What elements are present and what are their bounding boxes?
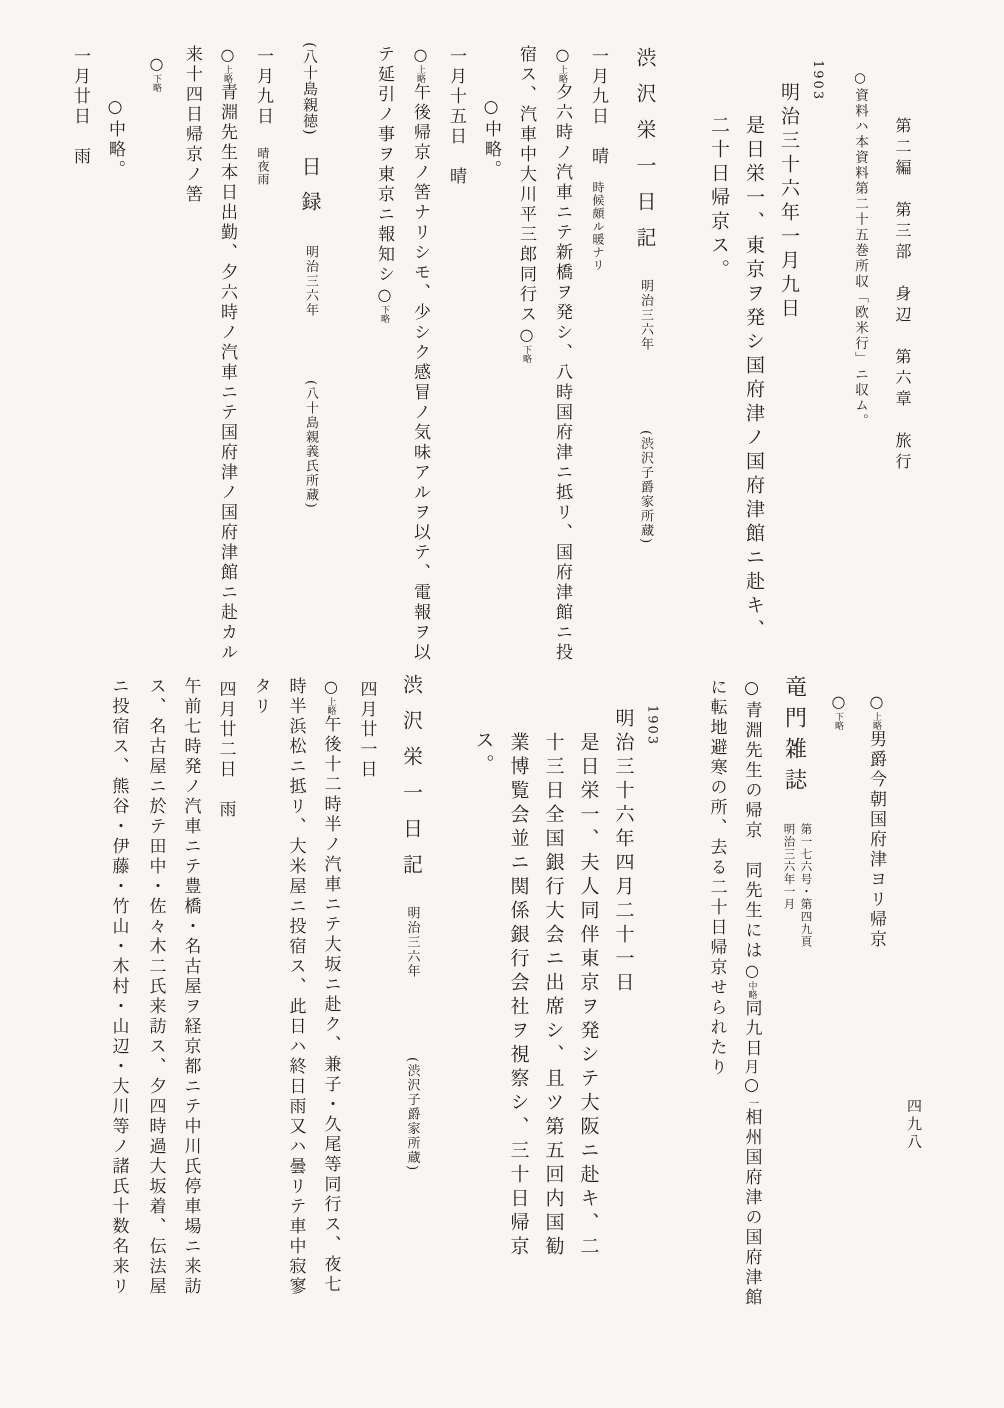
entry-line-text: 午後十二時半ノ汽車ニテ大坂ニ赴ク、兼子・久尾等同行ス、夜七 — [320, 715, 341, 1295]
source-title-shibusawa-diary — [627, 42, 663, 672]
omission-mark-joryaku — [321, 677, 341, 715]
kobun-summary-line-2 — [536, 662, 571, 1342]
diary-entry-line — [313, 662, 349, 1342]
kobun-date-text: 明治三十六年一月九日 — [778, 82, 800, 322]
diary-entry-line — [138, 662, 173, 1342]
mark-label: 上略 — [222, 65, 232, 83]
entry-date-text: 一月九日 — [253, 47, 273, 147]
mark-label: 上略 — [325, 697, 336, 715]
source-volume-note — [843, 42, 877, 672]
source-title-text: 竜門雑誌 — [781, 675, 807, 799]
chuuryaku-text: ○中略。 — [481, 97, 501, 180]
kobun-summary-text: 二十日帰京ス。 — [708, 115, 730, 283]
year-note: 明治三六年一月 — [782, 823, 797, 911]
mark-label: 下略 — [379, 305, 389, 323]
circle-glyph: ○ — [411, 45, 430, 65]
mark-label: 上略 — [415, 65, 425, 83]
omission-mark-geryaku — [516, 325, 536, 363]
diary-entry-line — [544, 42, 580, 672]
citation-note-columns — [780, 823, 816, 948]
circle-glyph: ○ — [375, 285, 394, 305]
mark-label: 上略 — [557, 65, 567, 83]
diary-entry-date — [245, 42, 280, 672]
entry-date-text: 四月廿一日 — [356, 680, 377, 780]
source-year-note: 明治三六年 — [303, 244, 318, 318]
diary-entry-line — [858, 662, 894, 1342]
kobun-date-text: 明治三十六年四月二十一日 — [612, 708, 635, 996]
kobun-summary-line-4 — [466, 662, 501, 1342]
diary-entry-line — [209, 42, 245, 672]
article-text: に転地避寒の所、去る二十日帰京せられたり — [706, 678, 727, 1078]
mark-label: 上略 — [871, 712, 881, 730]
warichu-one: 一 — [746, 1098, 758, 1108]
omission-mark-joryaku — [410, 45, 430, 83]
mark-label: 下略 — [151, 74, 161, 92]
circle-glyph: ○ — [553, 45, 572, 65]
entry-date-text: 一月九日 晴 — [588, 47, 608, 167]
kobun-summary-text: 業博覧会並ニ関係銀行会社ヲ視察シ、三十日帰京 — [507, 732, 530, 1260]
ryumon-article-line — [734, 662, 770, 1342]
source-title-ryumon-zasshi — [774, 662, 817, 1342]
warichu-month: 月 — [742, 1059, 761, 1075]
chuuryaku-line — [97, 42, 132, 672]
entry-line-text: 午前七時発ノ汽車ニテ豊橋・名古屋ヲ経京都ニテ中川氏停車場ニ来訪 — [180, 677, 201, 1297]
kobun-date-heading-apr — [606, 662, 641, 1342]
page-number-text: 四九八 — [905, 1098, 923, 1152]
running-head-text: 第二編 第三部 身辺 第六章 旅行 — [893, 117, 912, 474]
diary-entry-line — [366, 42, 402, 672]
kobun-summary-text: 十三日全国銀行大会ニ出席シ、且ツ第五回内国勧 — [542, 732, 565, 1260]
entry-line-text: 午後帰京ノ筈ナリシモ、少シク感冒ノ気味アルヲ以テ、電報ヲ以 — [410, 83, 430, 663]
source-owner-note: (渋沢子爵家所蔵) — [638, 430, 653, 545]
entry-line-text: ニ投宿ス、熊谷・伊藤・竹山・木村・山辺・大川等ノ諸氏十数名来リ — [108, 677, 129, 1297]
diary-entry-date — [62, 42, 97, 672]
running-head — [885, 42, 920, 672]
entry-line-text: タリ — [250, 677, 271, 717]
omission-mark-geryaku — [146, 54, 166, 92]
source-year-note: 明治三六年 — [404, 906, 420, 979]
year-label-1903-bottom — [641, 662, 663, 1342]
kobun-summary-line-1 — [571, 662, 606, 1342]
omission-mark-geryaku — [374, 285, 394, 323]
diary-entry-line — [402, 42, 438, 672]
source-title-yasojima-nichiroku — [292, 42, 328, 672]
entry-line-text: 青淵先生本日出勤、夕六時ノ汽車ニテ国府津ノ国府津館ニ赴カル — [217, 83, 237, 663]
entry-line-text: ス、名古屋ニ於テ田中・佐々木二氏来訪ス、夕四時過大坂着、伝法屋 — [145, 677, 166, 1297]
geryaku-line — [138, 42, 174, 672]
entry-weather-note: 時候頗ル暖ナリ — [591, 181, 605, 273]
entry-line-text: 夕六時ノ汽車ニテ新橋ヲ発シ、八時国府津ニ抵リ、国府津館ニ投 — [552, 83, 572, 663]
omission-mark-joryaku — [866, 692, 886, 730]
geryaku-line — [820, 662, 856, 1342]
circle-glyph: ○ — [867, 692, 886, 712]
kobun-summary-text: ス。 — [472, 730, 495, 778]
page-number — [904, 1098, 925, 1152]
kobun-summary-line-2 — [701, 42, 736, 672]
omission-mark-chuuryaku — [742, 961, 762, 999]
source-title-shibusawa-diary — [394, 662, 430, 1342]
diary-entry-date — [438, 42, 473, 672]
kobun-summary-line-1 — [736, 42, 771, 672]
diary-entry-line — [101, 662, 136, 1342]
source-title-text: 渋沢栄一日記 — [399, 674, 424, 890]
entry-weather-note: 晴夜雨 — [256, 147, 270, 186]
omission-mark-geryaku — [828, 692, 848, 730]
article-text: 同九日 — [741, 999, 762, 1059]
entry-date-text: 一月十五日 晴 — [446, 47, 466, 187]
diary-entry-line — [508, 42, 544, 672]
diary-entry-date — [208, 662, 243, 1342]
top-section — [60, 42, 920, 672]
source-citation-note — [780, 823, 816, 948]
year-text: 1903 — [644, 705, 660, 747]
bottom-section — [54, 662, 894, 1342]
entry-date-text: 一月廿日 雨 — [70, 47, 90, 167]
circle-glyph: ○ — [517, 325, 536, 345]
article-text: ○青淵先生の帰京 同先生には — [741, 678, 762, 961]
circle-glyph: ○ — [829, 692, 848, 712]
kobun-summary-line-3 — [501, 662, 536, 1342]
diary-entry-date — [349, 662, 384, 1342]
year-text: 1903 — [810, 60, 825, 102]
year-label-1903-top — [806, 42, 828, 672]
diary-entry-line — [278, 662, 313, 1342]
diary-entry-date — [580, 42, 615, 672]
mark-label: 下略 — [833, 712, 843, 730]
entry-line-text: テ延引ノ事ヲ東京ニ報知シ — [374, 45, 394, 285]
diary-entry-line — [173, 662, 208, 1342]
source-title-text: 渋沢栄一日記 — [633, 47, 657, 263]
mark-label: 中略 — [746, 981, 757, 999]
entry-line-text: 男爵今朝国府津ヨリ帰京 — [866, 730, 886, 950]
circle-glyph: ○ — [147, 54, 166, 74]
chuuryaku-text: ○中略。 — [105, 97, 125, 180]
chuuryaku-line — [473, 42, 508, 672]
source-owner-note: (渋沢子爵家所蔵) — [404, 1057, 420, 1172]
kobun-summary-text: 是日栄一、夫人同伴東京ヲ発シテ大阪ニ赴キ、二 — [577, 732, 600, 1260]
kobun-summary-text: 是日栄一、東京ヲ発シ国府津ノ国府津館ニ赴キ、 — [743, 115, 765, 643]
diary-entry-line — [243, 662, 278, 1342]
ryumon-article-line — [699, 662, 734, 1342]
entry-date-text: 四月廿二日 雨 — [215, 680, 236, 820]
issue-note: 第一七六号・第四九頁 — [799, 823, 814, 949]
diary-entry-line — [174, 42, 209, 672]
article-text: 相州国府津の国府津館 — [741, 1108, 762, 1308]
circle-glyph: ○ — [741, 1075, 762, 1098]
circle-glyph: ○ — [742, 961, 762, 981]
entry-line-text: 来十四日帰京ノ筈 — [182, 45, 202, 205]
circle-glyph: ○ — [218, 45, 237, 65]
entry-line-text: 時半浜松ニ抵リ、大米屋ニ投宿ス、此日ハ終日雨又ハ曇リテ車中寂寥 — [285, 677, 306, 1297]
mark-label: 下略 — [521, 345, 531, 363]
source-year-note: 明治三六年 — [638, 279, 653, 352]
entry-line-text: 宿ス、汽車中大川平三郎同行ス — [516, 45, 536, 325]
source-volume-note-text: ○資料ハ本資料第二十五巻所収「欧米行」ニ収ム。 — [852, 70, 868, 429]
circle-glyph: ○ — [321, 677, 341, 697]
omission-mark-joryaku — [217, 45, 237, 83]
source-author-text: (八十島親徳) — [301, 42, 319, 136]
omission-mark-joryaku — [552, 45, 572, 83]
kobun-date-heading-jan — [771, 42, 806, 672]
source-owner-note: (八十島親義氏所蔵) — [303, 380, 318, 510]
source-title-text: 日録 — [298, 156, 322, 227]
